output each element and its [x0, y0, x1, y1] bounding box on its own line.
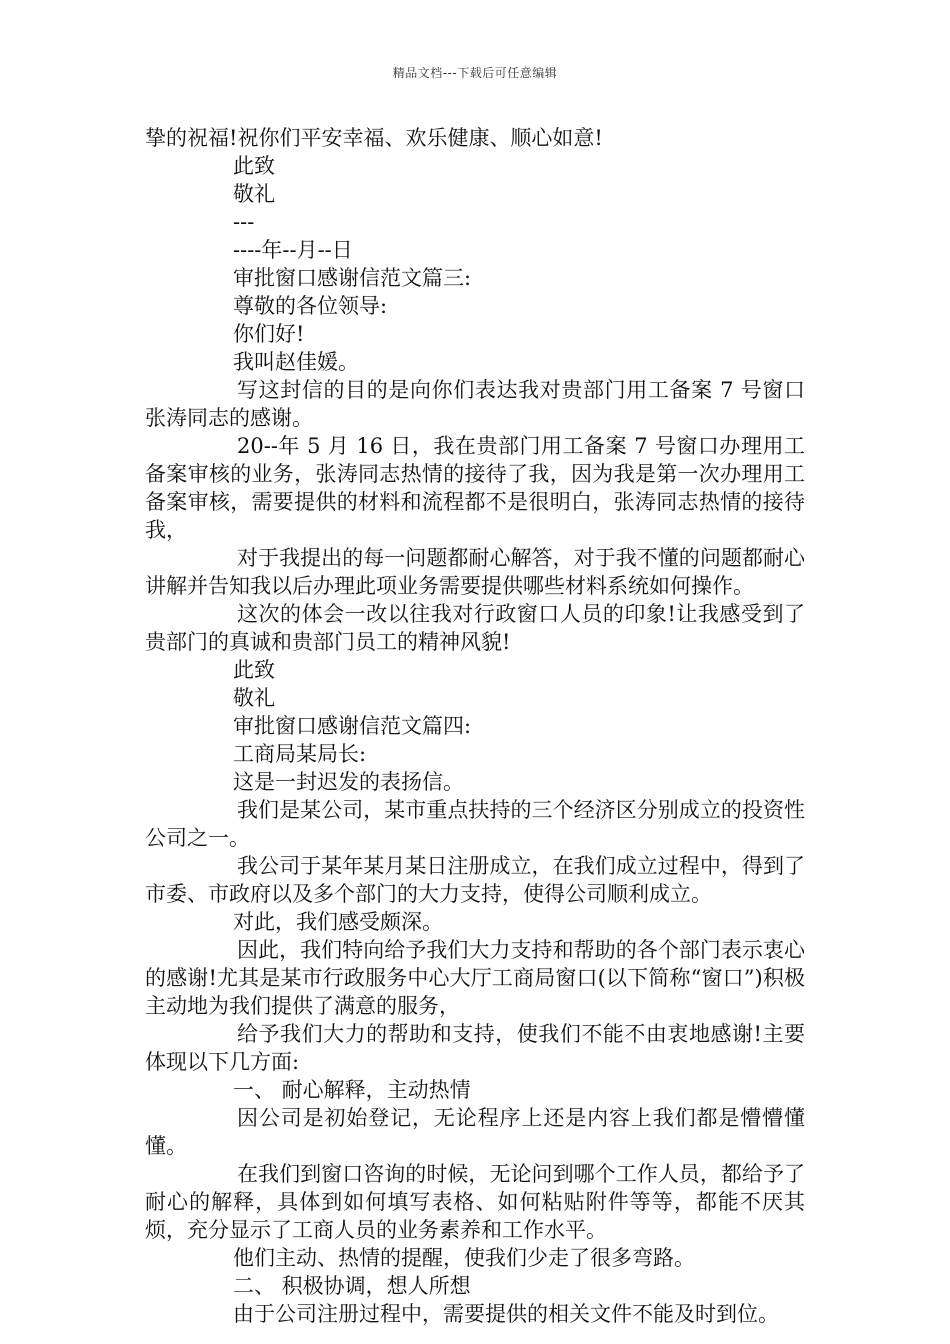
- text-line: 挚的祝福!祝你们平安幸福、欢乐健康、顺心如意!: [145, 126, 603, 150]
- paragraph: 我们是某公司，某市重点扶持的三个经济区分别成立的投资性公司之一。: [145, 798, 805, 850]
- text-line: 此致: [233, 658, 275, 682]
- text-line: 你们好!: [233, 322, 305, 346]
- text-line: 我叫赵佳媛。: [233, 350, 359, 374]
- section-heading: 审批窗口感谢信范文篇四:: [233, 714, 472, 738]
- text-line: ----年--月--日: [233, 238, 353, 262]
- document-body: [145, 124, 805, 1328]
- paragraph: 给予我们大力的帮助和支持，使我们不能不由衷地感谢!主要体现以下几方面:: [145, 1022, 805, 1074]
- text-line: 对此，我们感受颇深。: [233, 910, 443, 934]
- text-line: ---: [233, 210, 255, 234]
- paragraph: 写这封信的目的是向你们表达我对贵部门用工备案 7 号窗口张涛同志的感谢。: [145, 378, 805, 430]
- paragraph: 对于我提出的每一问题都耐心解答，对于我不懂的问题都耐心讲解并告知我以后办理此项业务需要提供哪些材料系统如何操作。: [145, 546, 805, 598]
- paragraph: 因此，我们特向给予我们大力支持和帮助的各个部门表示衷心的感谢!尤其是某市行政服务中心大厅工商局窗口(以下简称“窗口”)积极主动地为我们提供了满意的服务，: [145, 938, 805, 1018]
- text-line: 尊敬的各位领导:: [233, 294, 388, 318]
- subsection-heading: 二、 积极协调，想人所想: [233, 1274, 471, 1298]
- paragraph: 我公司于某年某月某日注册成立，在我们成立过程中，得到了市委、市政府以及多个部门的大力支持，使得公司顺利成立。: [145, 854, 805, 906]
- page-header: 精品文档---下载后可任意编辑: [392, 66, 558, 80]
- paragraph: 20--年 5 月 16 日，我在贵部门用工备案 7 号窗口办理用工备案审核的业务，张涛同志热情的接待了我，因为我是第一次办理用工备案审核，需要提供的材料和流程都不是很明白，张涛同志热情的接待我，: [145, 434, 805, 542]
- text-line: 敬礼: [233, 182, 275, 206]
- text-line: 此致: [233, 154, 275, 178]
- text-line: 由于公司注册过程中，需要提供的相关文件不能及时到位。: [233, 1302, 779, 1326]
- section-heading: 审批窗口感谢信范文篇三:: [233, 266, 472, 290]
- text-line: 这是一封迟发的表扬信。: [233, 770, 464, 794]
- paragraph: 这次的体会一改以往我对行政窗口人员的印象!让我感受到了贵部门的真诚和贵部门员工的精神风貌!: [145, 602, 805, 654]
- text-line: 敬礼: [233, 686, 275, 710]
- paragraph: 因公司是初始登记，无论程序上还是内容上我们都是懵懵懂懂。: [145, 1106, 805, 1158]
- text-line: 他们主动、热情的提醒，使我们少走了很多弯路。: [233, 1246, 695, 1270]
- paragraph: 在我们到窗口咨询的时候，无论问到哪个工作人员，都给予了耐心的解释，具体到如何填写表格、如何粘贴附件等等，都能不厌其烦，充分显示了工商人员的业务素养和工作水平。: [145, 1162, 805, 1242]
- subsection-heading: 一、 耐心解释，主动热情: [233, 1078, 471, 1102]
- text-line: 工商局某局长:: [233, 742, 367, 766]
